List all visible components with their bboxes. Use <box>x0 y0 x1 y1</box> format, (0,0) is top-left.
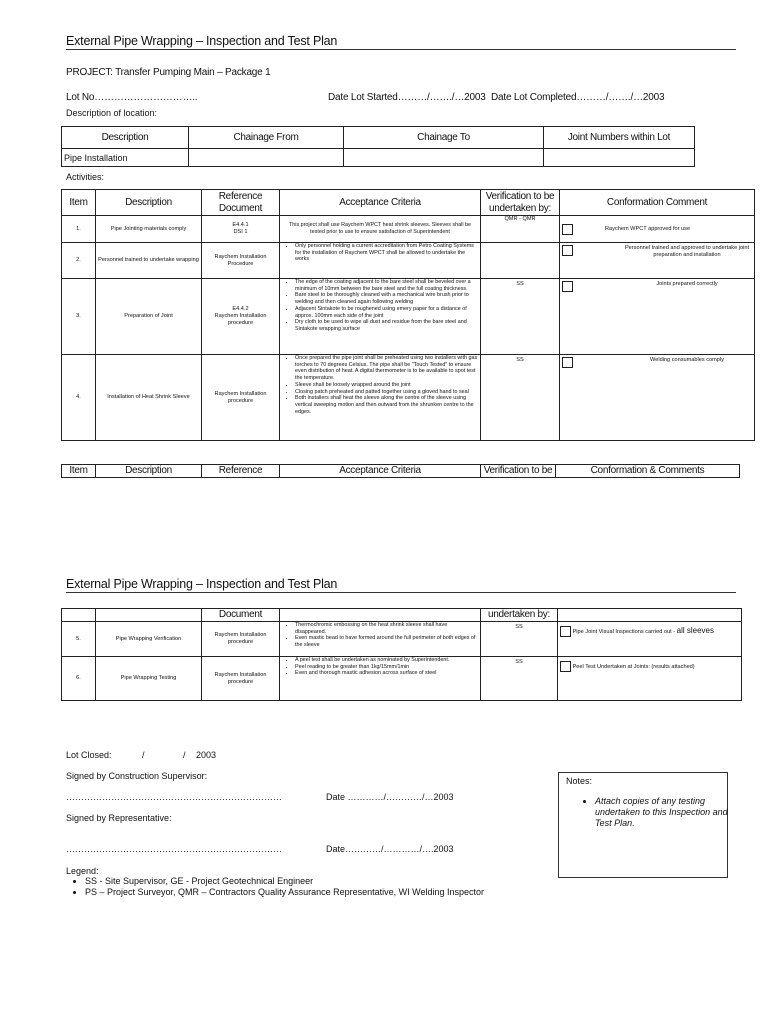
item-criteria <box>280 622 481 657</box>
location-cell-joint-numbers[interactable] <box>544 149 695 167</box>
location-cell-chainage-to[interactable] <box>344 149 544 167</box>
lot-closed-label: Lot Closed: <box>66 750 112 760</box>
notes-label: Notes: <box>566 776 593 786</box>
criteria-bullet: • Bare steel to be thoroughly cleaned with a mechanical wire brush prior to welding and then cleaned again following welding <box>295 292 478 305</box>
activities-table <box>61 189 755 441</box>
item-criteria <box>280 355 481 441</box>
title-rule <box>66 49 736 50</box>
date-line-representative[interactable]: Date…………/…………/….2003 <box>326 844 454 854</box>
criteria-bullet: • Dry cloth to be used to wipe all dust and residue from the bare steel and Sintakote wrapping surface <box>295 319 478 332</box>
lot-closed-slash-1: / <box>142 750 145 760</box>
footer-header-verification: Verification to be <box>481 465 556 478</box>
criteria-bullet: • The edge of the coating adjacent to the bare steel shall be beveled over a minimum of 10mm between the bare steel and the full coating thickness. <box>295 279 478 292</box>
lot-closed-year: 2003 <box>196 750 217 760</box>
header-fragment-item <box>62 609 96 622</box>
conformance-checkbox[interactable] <box>560 661 571 672</box>
date-lot-started: Date Lot Started………/……./…2003 <box>328 92 486 103</box>
item-verification: SS <box>481 622 558 657</box>
item-comment: Welding consumables comply <box>560 355 755 441</box>
table-row <box>62 622 742 657</box>
activities-label: Activities: <box>66 172 105 182</box>
footer-header-item: Item <box>62 465 96 478</box>
signed-construction-supervisor: Signed by Construction Supervisor: <box>66 771 208 781</box>
header-fragment-document: Document <box>202 609 280 622</box>
legend-item: • PS – Project Surveyor, QMR – Contractors Quality Assurance Representative, WI Welding Inspector <box>85 887 571 898</box>
table-row <box>62 216 755 243</box>
criteria-bullet: • Once prepared the pipe joint shall be preheated using two installers with gas torches to 70 degrees Celsius. The pipe shall be "Touch Tested" to ensure even distribution of heat. A digital thermometer is to be available to spot test the temperature. <box>295 355 478 382</box>
location-label: Description of location: <box>66 108 158 118</box>
date-lot-completed: Date Lot Completed………/……./…2003 <box>491 92 665 103</box>
item-description: Preparation of Joint <box>96 279 202 355</box>
activities-header-reference: Reference Document <box>202 190 280 216</box>
signature-line-representative[interactable]: ……………………………………………………………… <box>66 844 282 854</box>
criteria-bullet: • A peel test shall be undertaken as nominated by Superintendent. <box>295 657 478 664</box>
item-comment: Pipe Joint Visual Inspections carried out - all sleeves <box>558 622 742 657</box>
footer-header-table <box>61 464 740 478</box>
item-comment: Peel Test Undertaken at Joints: (results attached) <box>558 657 742 701</box>
location-header-chainage-to: Chainage To <box>344 127 544 149</box>
item-number: 5. <box>62 622 96 657</box>
conformance-checkbox[interactable] <box>560 626 571 637</box>
item-number: 6. <box>62 657 96 701</box>
item-reference: Raychem Installation procedure <box>202 657 280 701</box>
activities-table-2 <box>61 608 742 701</box>
criteria-bullet: • Adjacent Sintakote to be roughened using emery paper for a distance of approx. 100mm each side of the joint <box>295 306 478 319</box>
conformance-checkbox[interactable] <box>562 245 573 256</box>
item-verification: SS <box>481 355 560 441</box>
signature-line-supervisor[interactable]: ……………………………………………………………… <box>66 792 282 802</box>
location-cell-chainage-from[interactable] <box>189 149 344 167</box>
item-description: Pipe Jointing materials comply <box>96 216 202 243</box>
location-header-description: Description <box>62 127 189 149</box>
item-description: Pipe Wrapping Testing <box>96 657 202 701</box>
conformance-checkbox[interactable] <box>562 224 573 235</box>
header-fragment-criteria <box>280 609 481 622</box>
criteria-bullet: • Peel reading to be greater than 1kg/15mm/1min <box>295 664 478 671</box>
lot-number: Lot No………………………….. <box>66 92 198 103</box>
conformance-checkbox[interactable] <box>562 357 573 368</box>
item-description: Installation of Heat Shrink Sleeve <box>96 355 202 441</box>
criteria-bullet: • Thermochromic embossing on the heat shrink sleeve shall have disappeared. <box>295 622 478 635</box>
footer-header-description: Description <box>96 465 202 478</box>
item-comment: Joints prepared correctly <box>560 279 755 355</box>
item-verification: QMR - QMR <box>481 216 560 243</box>
item-criteria <box>280 216 481 243</box>
criteria-bullet: • Only personnel holding a current accreditation from Petro Coating Systems for the installation of Raychem WPCT shall be allowed to undertake the works <box>295 243 478 263</box>
footer-header-comments: Conformation & Comments <box>556 465 740 478</box>
location-table <box>61 126 695 167</box>
criteria-bullet: • Both installers shall heat the sleeve along the centre of the sleeve using vertical sweeping motion and then outward from the shrunken centre to the edges. <box>295 395 478 415</box>
header-fragment-comment <box>558 609 742 622</box>
item-verification: SS <box>481 657 558 701</box>
item-number: 1. <box>62 216 96 243</box>
item-verification <box>481 243 560 279</box>
item-criteria <box>280 279 481 355</box>
notes-item: • Attach copies of any testing undertaken to this Inspection and Test Plan. <box>595 796 745 829</box>
item-criteria <box>280 243 481 279</box>
activities-header-description: Description <box>96 190 202 216</box>
page-title-2: External Pipe Wrapping – Inspection and Test Plan <box>66 577 338 591</box>
header-fragment-undertaken: undertaken by: <box>481 609 558 622</box>
table-row <box>62 355 755 441</box>
table-row <box>62 657 742 701</box>
activities-header-verification: Verification to be undertaken by: <box>481 190 560 216</box>
header-fragment-description <box>96 609 202 622</box>
item-verification: SS <box>481 279 560 355</box>
criteria-bullet: • Sleeve shall be loosely wrapped around the joint <box>295 382 478 389</box>
item-number: 2. <box>62 243 96 279</box>
legend-item: • SS - Site Supervisor, GE - Project Geotechnical Engineer <box>85 876 571 887</box>
activities-header-item: Item <box>62 190 96 216</box>
item-comment: Personnel trained and approved to undertake joint preparation and installation <box>560 243 755 279</box>
signed-representative: Signed by Representative: <box>66 813 172 823</box>
item-reference: Raychem Installation procedure <box>202 355 280 441</box>
activities-header-comment: Conformation Comment <box>560 190 755 216</box>
location-header-chainage-from: Chainage From <box>189 127 344 149</box>
criteria-bullet: • Even mastic bead to have formed around the full perimeter of both edges of the sleeve <box>295 635 478 648</box>
item-number: 4. <box>62 355 96 441</box>
project-name: PROJECT: Transfer Pumping Main – Package 1 <box>66 67 271 78</box>
date-line-supervisor[interactable]: Date …………/…………/…2003 <box>326 792 454 802</box>
notes-box <box>558 772 728 878</box>
legend-label: Legend: <box>66 866 99 876</box>
criteria-text: This project shall use Raychem WPCT heat shrink sleeves. Sleeves shall be tested prior to use to ensure satisfaction of Superintendent <box>288 222 472 235</box>
item-reference: E4.4.1 DSI 1 <box>202 216 280 243</box>
item-comment: Raychem WPCT approved for use <box>560 216 755 243</box>
location-cell-description: Pipe Installation <box>62 149 189 167</box>
item-reference: E4.4.2 Raychem Installation procedure <box>202 279 280 355</box>
item-criteria <box>280 657 481 701</box>
title-rule-2 <box>66 592 736 593</box>
criteria-bullet: • Closing patch preheated and patted together using a gloved hand to seal <box>295 389 478 396</box>
criteria-bullet: • Even and thorough mastic adhesion across surface of steel <box>295 670 478 677</box>
item-number: 3. <box>62 279 96 355</box>
location-header-joint-numbers: Joint Numbers within Lot <box>544 127 695 149</box>
legend-list <box>51 876 571 898</box>
lot-closed-slash-2: / <box>183 750 186 760</box>
conformance-checkbox[interactable] <box>562 281 573 292</box>
activities-header-criteria: Acceptance Criteria <box>280 190 481 216</box>
item-reference: Raychem Installation procedure <box>202 622 280 657</box>
table-row <box>62 243 755 279</box>
item-description: Personnel trained to undertake wrapping <box>96 243 202 279</box>
table-row <box>62 279 755 355</box>
page-title: External Pipe Wrapping – Inspection and Test Plan <box>66 34 338 48</box>
item-description: Pipe Wrapping Verification <box>96 622 202 657</box>
footer-header-reference: Reference <box>202 465 280 478</box>
footer-header-criteria: Acceptance Criteria <box>280 465 481 478</box>
item-reference: Raychem Installation Procedure <box>202 243 280 279</box>
